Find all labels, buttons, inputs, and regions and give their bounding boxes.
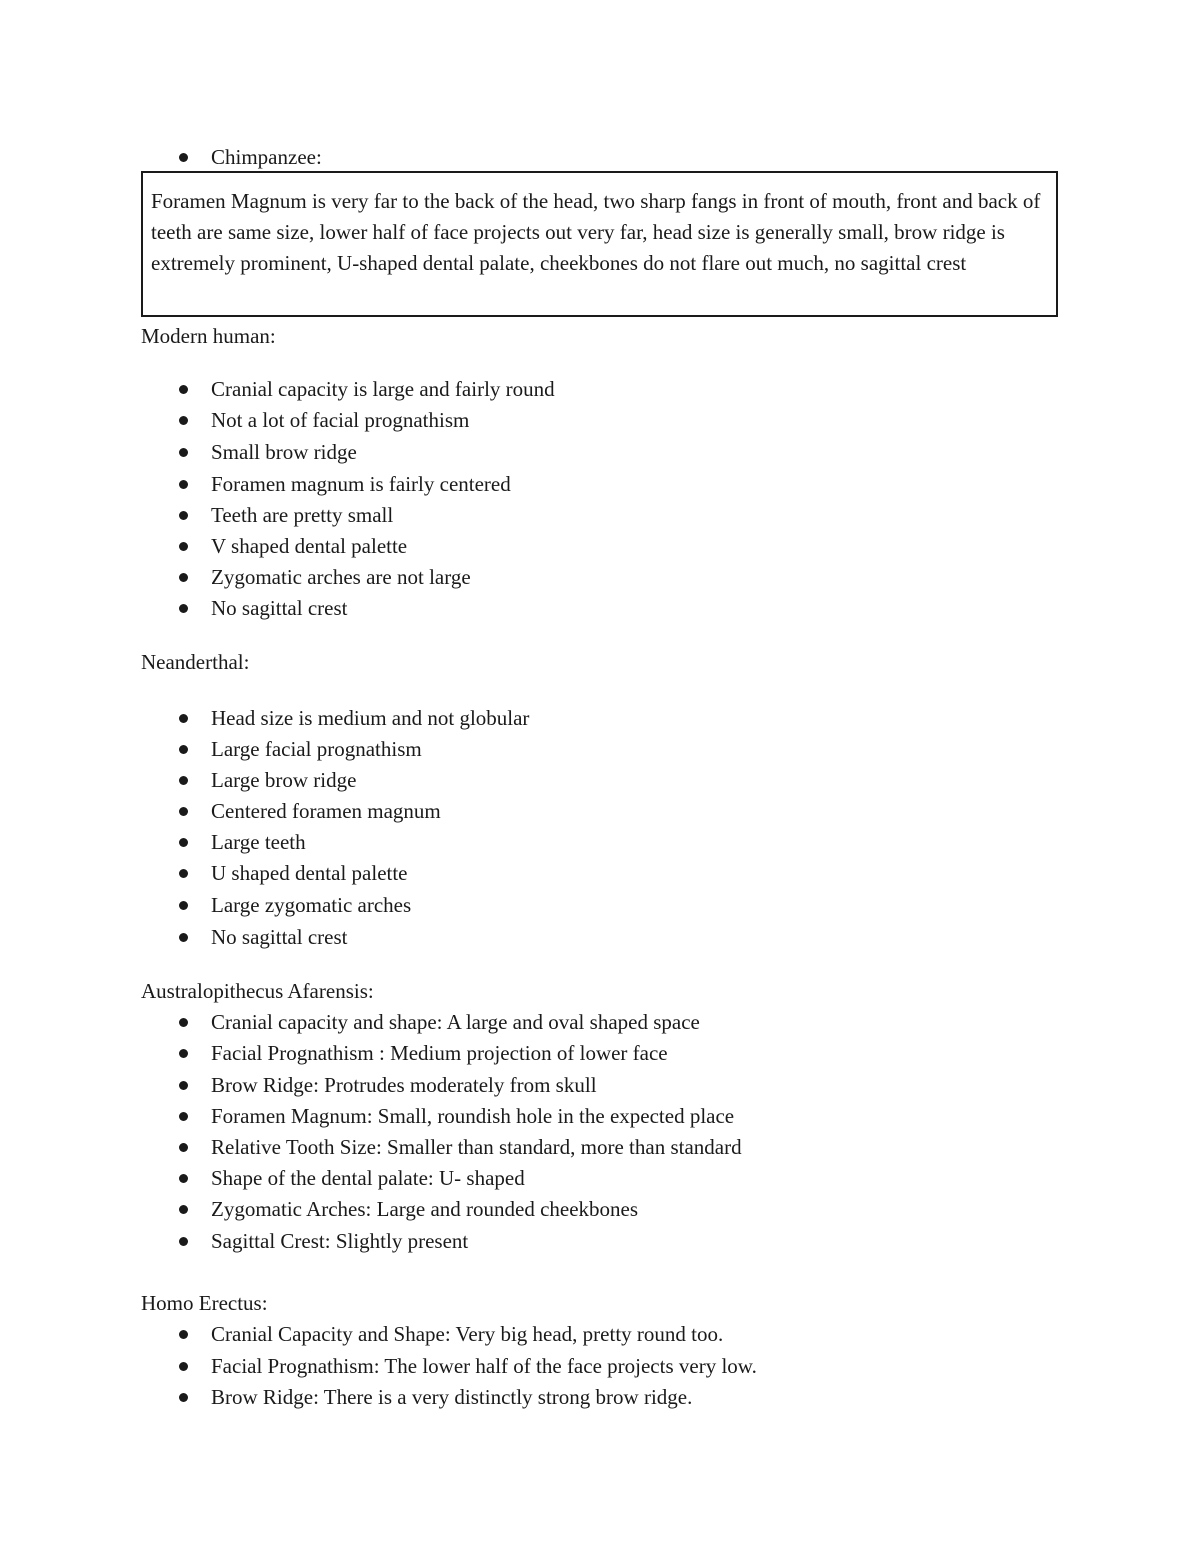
bullet-icon: [179, 1362, 188, 1371]
homo-erectus-heading: Homo Erectus:: [141, 1291, 268, 1315]
list-item: Cranial Capacity and Shape: Very big head, pretty round too.: [211, 1322, 724, 1346]
bullet-icon: [179, 1112, 188, 1121]
list-item: Zygomatic Arches: Large and rounded cheekbones: [211, 1197, 639, 1221]
bullet-icon: [179, 745, 188, 754]
bullet-icon: [179, 1081, 188, 1090]
bullet-icon: [179, 480, 188, 489]
list-item: Not a lot of facial prognathism: [211, 408, 470, 432]
bullet-icon: [179, 869, 188, 878]
bullet-icon: [179, 1143, 188, 1152]
bullet-icon: [179, 1330, 188, 1339]
bullet-icon: [179, 153, 188, 162]
list-item: Head size is medium and not globular: [211, 706, 530, 730]
bullet-icon: [179, 385, 188, 394]
list-item: Brow Ridge: There is a very distinctly strong brow ridge.: [211, 1385, 693, 1409]
list-item: U shaped dental palette: [211, 861, 408, 885]
list-item: Foramen magnum is fairly centered: [211, 472, 511, 496]
list-item: No sagittal crest: [211, 925, 348, 949]
list-item: Teeth are pretty small: [211, 503, 394, 527]
bullet-icon: [179, 542, 188, 551]
list-item: Zygomatic arches are not large: [211, 565, 471, 589]
list-item: Foramen Magnum: Small, roundish hole in the expected place: [211, 1104, 735, 1128]
chimpanzee-description-box: [141, 171, 1058, 317]
australopithecus-heading: Australopithecus Afarensis:: [141, 979, 374, 1003]
bullet-icon: [179, 901, 188, 910]
bullet-icon: [179, 933, 188, 942]
bullet-icon: [179, 1205, 188, 1214]
list-item: Centered foramen magnum: [211, 799, 441, 823]
bullet-icon: [179, 776, 188, 785]
list-item: Large teeth: [211, 830, 306, 854]
bullet-icon: [179, 1174, 188, 1183]
list-item: Large facial prognathism: [211, 737, 422, 761]
chimpanzee-description: Foramen Magnum is very far to the back of the head, two sharp fangs in front of mouth, front and back of teeth are same size, lower half of face projects out very far, head size is generally small, brow ridge is extremely prominent, U-shaped dental palate, cheekbones do not flare out much, no sagittal crest: [151, 189, 1041, 275]
bullet-icon: [179, 511, 188, 520]
list-item: Facial Prognathism: The lower half of the face projects very low.: [211, 1354, 757, 1378]
bullet-icon: [179, 838, 188, 847]
list-item: Small brow ridge: [211, 440, 357, 464]
list-item: V shaped dental palette: [211, 534, 408, 558]
bullet-icon: [179, 807, 188, 816]
bullet-icon: [179, 604, 188, 613]
neanderthal-heading: Neanderthal:: [141, 650, 250, 674]
list-item: Large zygomatic arches: [211, 893, 412, 917]
bullet-icon: [179, 416, 188, 425]
list-item: Large brow ridge: [211, 768, 357, 792]
bullet-icon: [179, 573, 188, 582]
list-item: Sagittal Crest: Slightly present: [211, 1229, 469, 1253]
bullet-icon: [179, 1237, 188, 1246]
bullet-icon: [179, 1393, 188, 1402]
chimpanzee-heading: Chimpanzee:: [211, 145, 322, 169]
list-item: Cranial capacity and shape: A large and oval shaped space: [211, 1010, 700, 1034]
list-item: Shape of the dental palate: U- shaped: [211, 1166, 525, 1190]
bullet-icon: [179, 714, 188, 723]
list-item: Cranial capacity is large and fairly round: [211, 377, 555, 401]
list-item: Facial Prognathism : Medium projection of lower face: [211, 1041, 668, 1065]
modern-human-heading: Modern human:: [141, 324, 276, 348]
list-item: No sagittal crest: [211, 596, 348, 620]
bullet-icon: [179, 448, 188, 457]
bullet-icon: [179, 1049, 188, 1058]
list-item: Brow Ridge: Protrudes moderately from skull: [211, 1073, 597, 1097]
bullet-icon: [179, 1018, 188, 1027]
list-item: Relative Tooth Size: Smaller than standard, more than standard: [211, 1135, 742, 1159]
